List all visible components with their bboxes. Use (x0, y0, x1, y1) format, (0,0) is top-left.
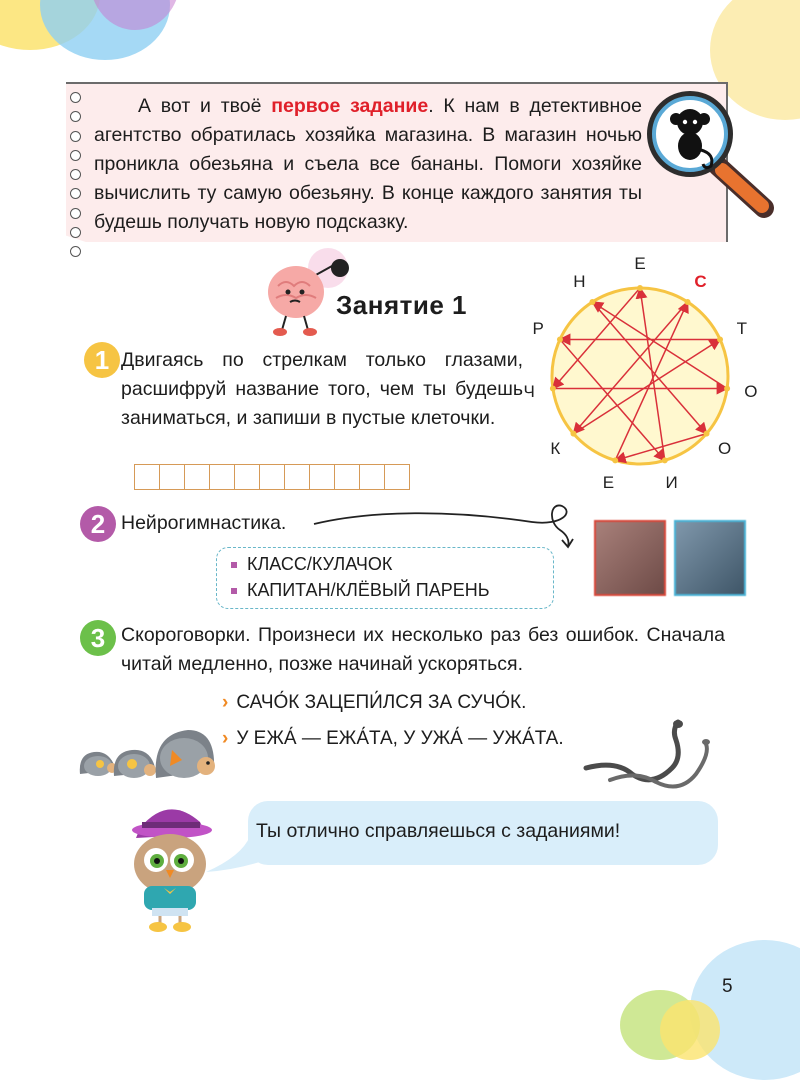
tongue-twister-2-text: У ЕЖА́ — ЕЖА́ТА, У УЖА́ — УЖА́ТА. (236, 728, 564, 749)
answer-cell[interactable] (385, 465, 409, 489)
answer-cells[interactable] (134, 464, 410, 490)
answer-cell[interactable] (360, 465, 385, 489)
curly-arrow-decoration (312, 500, 582, 550)
task-1-number-badge: 1 (84, 342, 120, 378)
intro-text-start: А вот и твоё (138, 95, 272, 117)
wheel-letter: С (694, 271, 707, 291)
answer-cell[interactable] (185, 465, 210, 489)
first-task-highlight: первое задание (271, 95, 429, 117)
wheel-point (570, 431, 576, 437)
snake-icon (580, 718, 720, 790)
answer-cell[interactable] (260, 465, 285, 489)
neurogym-exercises-box (216, 547, 554, 609)
answer-cell[interactable] (285, 465, 310, 489)
task-3-number-badge: 3 (80, 620, 116, 656)
answer-cell[interactable] (310, 465, 335, 489)
lesson-title: Занятие 1 (336, 290, 467, 320)
wheel-point (557, 336, 563, 342)
tongue-twister-1-text: САЧО́К ЗАЦЕПИ́ЛСЯ ЗА СУЧО́К. (236, 692, 527, 713)
magnifier-monkey-icon (644, 86, 780, 222)
wheel-letter: И (665, 473, 678, 493)
wheel-letter: Е (634, 254, 646, 273)
wheel-point (724, 386, 730, 392)
wheel-letter: К (550, 439, 561, 459)
tongue-twister-2 (222, 728, 564, 750)
palm-gesture-photo (674, 520, 746, 596)
task-3-text: Скороговорки. Произнеси их несколько раз без ошибок. Сначала читай медленно, позже начинай ускоряться. (121, 624, 725, 675)
answer-cell[interactable] (135, 465, 160, 489)
wheel-letter: Т (736, 319, 748, 339)
tongue-twister-1 (222, 692, 526, 714)
fist-gesture-photo (594, 520, 666, 596)
wheel-point (612, 457, 618, 463)
arrow-bullet-icon: › (222, 692, 229, 713)
notebook-holes (70, 92, 84, 266)
letter-wheel (540, 276, 740, 476)
answer-cell[interactable] (335, 465, 360, 489)
wheel-letter: Р (532, 319, 544, 339)
owl-character-icon (118, 800, 218, 934)
wheel-point (717, 336, 723, 342)
task-1-text: Двигаясь по стрелкам только глазами, расшифруй название того, чем ты будешь заниматься, и запиши в пустые клеточки. (121, 349, 523, 429)
arrow-bullet-icon: › (222, 728, 229, 749)
answer-cell[interactable] (210, 465, 235, 489)
hedgehog-icon (74, 718, 216, 780)
answer-cell[interactable] (235, 465, 260, 489)
task-2-number-badge: 2 (80, 506, 116, 542)
intro-text (94, 92, 642, 237)
wheel-letter: Ч (523, 381, 535, 401)
wheel-point (637, 285, 643, 291)
intro-text-rest: . К нам в детективное агентство обратилась хозяйка магазина. В магазин ночью проникла обезьяна и съела все бананы. Помоги хозяйке вычислить ту самую обезьяну. В конце каждого занятия ты будешь получать новую подсказку. (94, 95, 642, 233)
page-number: 5 (722, 976, 733, 997)
exercise-label-2: КАПИТАН/КЛЁВЫЙ ПАРЕНЬ (247, 580, 490, 600)
exercise-label-1: КЛАСС/КУЛАЧОК (247, 554, 393, 574)
answer-cell[interactable] (160, 465, 185, 489)
wheel-point (589, 299, 595, 305)
wheel-point (704, 431, 710, 437)
exercise-item-2 (231, 580, 490, 601)
wheel-letter: Е (602, 473, 615, 493)
exercise-item-1 (231, 554, 392, 575)
wheel-point (685, 299, 691, 305)
speech-bubble-text: Ты отлично справляешься с заданиями! (256, 820, 621, 842)
wheel-letter: О (718, 439, 732, 459)
wheel-letter: Н (573, 271, 586, 291)
wheel-letter: О (744, 381, 758, 401)
wheel-point (550, 386, 556, 392)
wheel-point (662, 457, 668, 463)
paint-blob-yellow-bottom-right (660, 1000, 720, 1060)
task-2-text: Нейрогимнастика. (121, 512, 287, 534)
